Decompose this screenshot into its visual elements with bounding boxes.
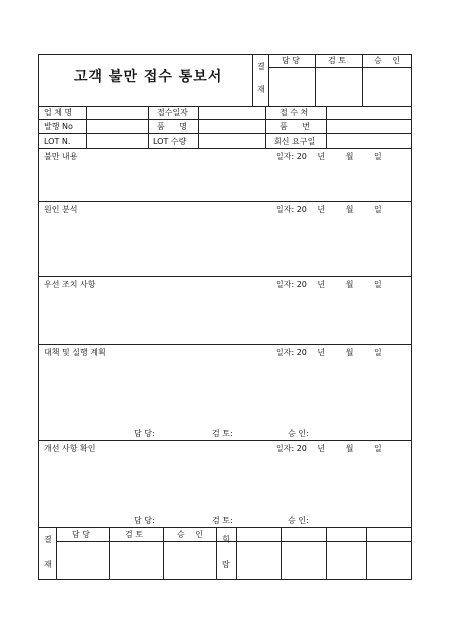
bottom-approval-label-bottom: 재: [44, 560, 52, 569]
sign-review-countermeasure: 검 토:: [212, 429, 233, 438]
section-title-cause: 원인 분석: [44, 205, 78, 214]
circulation-label-bottom: 람: [222, 560, 230, 569]
section-title-countermeasure: 대책 및 실행 계획: [44, 348, 106, 357]
label-product-no: 품 번: [280, 122, 316, 131]
section-title-immediate-action: 우선 조치 사항: [44, 280, 96, 289]
section-title-complaint: 불만 내용: [44, 152, 78, 161]
approval-header-approve: 승 인: [374, 56, 404, 65]
label-lot-qty: LOT 수량: [153, 137, 187, 146]
form-title: 고객 불만 접수 통보서: [74, 69, 223, 85]
label-issue-no: 발행 No: [44, 122, 73, 131]
sign-approve-countermeasure: 승 인:: [288, 429, 309, 438]
label-receiver: 접 수 처: [280, 108, 309, 117]
label-company: 업 체 명: [44, 108, 73, 117]
approval-header-staff: 담 당: [282, 56, 300, 65]
date-field-countermeasure: 일자: 20 년 월 일: [276, 348, 382, 357]
sign-approve-improvement: 승 인:: [288, 516, 309, 525]
label-lot-no: LOT N.: [44, 137, 71, 146]
border-bottom: [38, 579, 412, 580]
approval-label-top: 결: [257, 62, 265, 71]
section-title-improvement: 개선 사항 확인: [44, 444, 96, 453]
border-top: [38, 54, 412, 55]
sign-staff-countermeasure: 담 당:: [134, 429, 155, 438]
bottom-header-review: 검 토: [125, 530, 143, 539]
label-receipt-date: 접수일자: [157, 108, 188, 117]
circulation-label-top: 회: [222, 535, 230, 544]
label-product-name: 품 명: [157, 122, 193, 131]
bottom-approval-label-top: 결: [44, 535, 52, 544]
approval-header-review: 검 토: [328, 56, 346, 65]
date-field-improvement: 일자: 20 년 월 일: [276, 444, 382, 453]
date-field-cause: 일자: 20 년 월 일: [276, 205, 382, 214]
date-field-action: 일자: 20 년 월 일: [276, 280, 382, 289]
sign-review-improvement: 검 토:: [212, 516, 233, 525]
bottom-header-approve: 승 인: [177, 530, 207, 539]
label-reply-date: 회신 요구일: [274, 137, 316, 146]
date-field-complaint: 일자: 20 년 월 일: [276, 152, 382, 161]
sign-staff-improvement: 담 당:: [134, 516, 155, 525]
approval-label-bottom: 재: [257, 85, 265, 94]
bottom-header-staff: 담 당: [72, 530, 90, 539]
